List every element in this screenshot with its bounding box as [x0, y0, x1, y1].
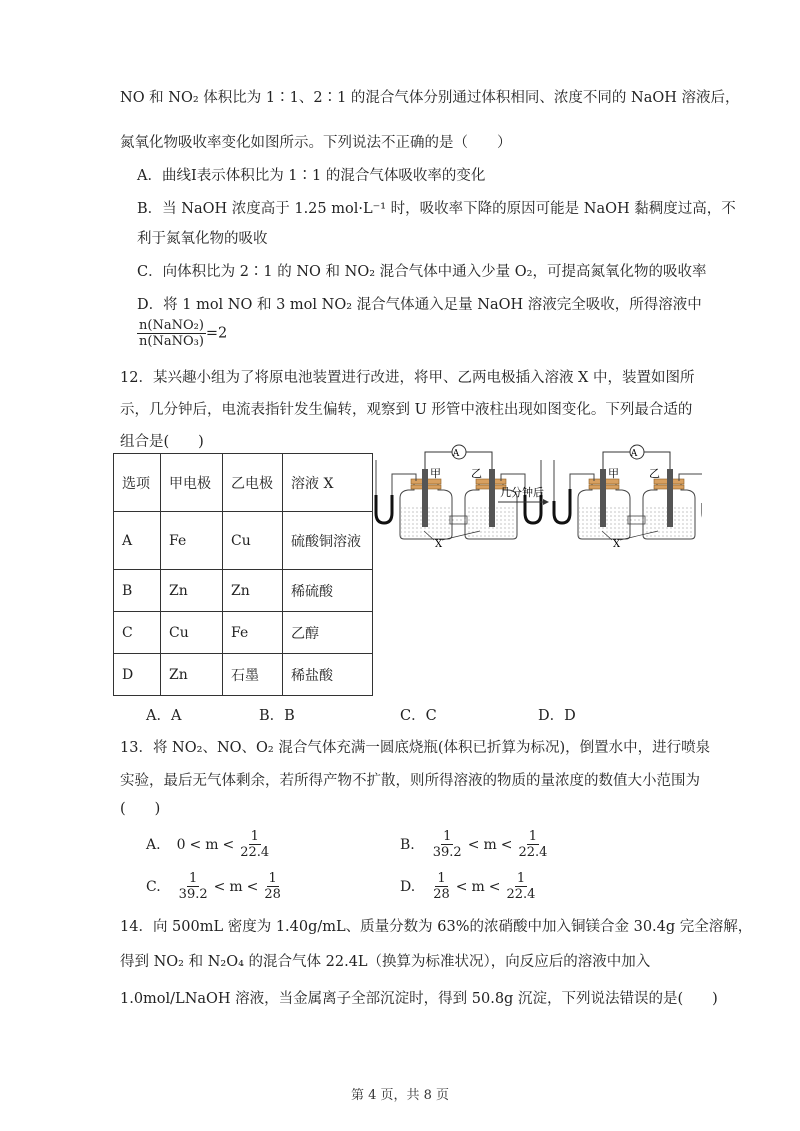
table-header-cell: 甲电极 — [161, 454, 223, 512]
electrode-right-label: 乙 — [471, 467, 482, 480]
q13-stem-line1: 13．将 NO₂、NO、O₂ 混合气体充满一圆底烧瓶(体积已折算为标况)，倒置水中，进行喷泉 — [120, 740, 711, 756]
table-cell: Fe — [223, 612, 283, 654]
q14-stem-line1: 14．向 500mL 密度为 1.40g/mL、质量分数为 63%的浓硝酸中加入铜镁合金 30.4g 完全溶解， — [120, 919, 753, 935]
ammeter-label: A — [452, 449, 460, 459]
q13-stem-line2: 实验，最后无气体剩余，若所得产物不扩散，则所得溶液的物质的量浓度的数值大小范围为 — [120, 773, 700, 789]
q12-stem-line3: 组合是( ) — [120, 434, 204, 450]
q11-option-d-fraction — [137, 318, 227, 349]
frac-denominator: n(NaNO₃) — [139, 334, 204, 349]
arrow-label: 几分钟后 — [500, 486, 544, 499]
table-cell: 乙醇 — [283, 612, 373, 654]
q11-option-a: A．曲线Ⅰ表示体积比为 1∶1 的混合气体吸收率的变化 — [137, 168, 486, 184]
q13-option-d: D. $\frac{1}{28}$ < m < $\frac{1}{22.4}$ — [400, 871, 536, 902]
electrode-right-label-after: 乙 — [649, 467, 660, 480]
ammeter-label-after: A — [630, 449, 638, 459]
table-cell: D — [114, 654, 161, 696]
table-row — [114, 570, 373, 612]
q11-option-d-line1: D．将 1 mol NO 和 3 mol NO₂ 混合气体通入足量 NaOH 溶液完全吸收，所得溶液中 — [137, 297, 702, 313]
table-header-cell: 溶液 X — [283, 454, 373, 512]
arrow-head-icon — [543, 499, 549, 505]
table-cell: C — [114, 612, 161, 654]
q11-option-c: C．向体积比为 2∶1 的 NO 和 NO₂ 混合气体中通入少量 O₂，可提高氮氧化物的吸收率 — [137, 264, 707, 280]
table-row — [114, 654, 373, 696]
table-cell: 稀盐酸 — [283, 654, 373, 696]
table-cell: Zn — [223, 570, 283, 612]
q13-option-a: A. 0 < m < $\frac{1}{22.4}$ — [146, 829, 270, 860]
solution-x-label: X — [435, 539, 443, 548]
q12-stem-line1: 12．某兴趣小组为了将原电池装置进行改进，将甲、乙两电极插入溶液 X 中，装置如图所 — [120, 370, 695, 386]
electrode-left-label-after: 甲 — [608, 467, 619, 480]
table-header-row — [114, 454, 373, 512]
solution-x-label-after: X — [613, 539, 621, 548]
table-row — [114, 612, 373, 654]
table-cell: Fe — [161, 512, 223, 570]
table-row — [114, 512, 373, 570]
table-cell: Cu — [161, 612, 223, 654]
table-cell: 石墨 — [223, 654, 283, 696]
page-footer: 第 4 页，共 8 页 — [350, 1088, 450, 1103]
q11-stem-line2: 氮氧化物吸收率变化如图所示。下列说法不正确的是（ ） — [120, 135, 512, 151]
q13-stem-line3: ( ) — [120, 801, 161, 817]
q12-stem-line2: 示，几分钟后，电流表指针发生偏转，观察到 U 形管中液柱出现如图变化。下列最合适的 — [120, 402, 693, 418]
q11-option-b-line2: 利于氮氧化物的吸收 — [137, 231, 268, 247]
galvanic-cell-diagram — [372, 443, 702, 548]
q13-option-b: B. $\frac{1}{39.2}$ < m < $\frac{1}{22.4}$ — [400, 829, 548, 860]
q12-choice-c: C．C — [400, 708, 437, 724]
table-header-cell: 乙电极 — [223, 454, 283, 512]
table-header-cell: 选项 — [114, 454, 161, 512]
electrode-left-label: 甲 — [430, 467, 441, 480]
cell-after — [554, 445, 702, 540]
q12-choice-b: B．B — [259, 708, 295, 724]
table-cell: 硫酸铜溶液 — [283, 512, 373, 570]
q14-stem-line2: 得到 NO₂ 和 N₂O₄ 的混合气体 22.4L（换算为标准状况），向反应后的溶液中加入 — [120, 954, 651, 970]
q13-option-c: C. $\frac{1}{39.2}$ < m < $\frac{1}{28}$ — [146, 871, 281, 902]
table-cell: B — [114, 570, 161, 612]
table-cell: 稀硫酸 — [283, 570, 373, 612]
frac-rhs: =2 — [205, 325, 228, 342]
table-cell: Zn — [161, 570, 223, 612]
frac-numerator: n(NaNO₂) — [139, 318, 204, 333]
q12-choice-a: A．A — [146, 708, 182, 724]
q12-options-table — [113, 453, 373, 696]
q14-stem-line3: 1.0mol/LNaOH 溶液，当金属离子全部沉淀时，得到 50.8g 沉淀，下列说法错误的是( ) — [120, 991, 718, 1007]
table-cell: Cu — [223, 512, 283, 570]
q11-option-b-line1: B．当 NaOH 浓度高于 1.25 mol·L⁻¹ 时，吸收率下降的原因可能是 NaOH 黏稠度过高，不 — [137, 201, 736, 217]
q12-choice-d: D．D — [538, 708, 576, 724]
q11-stem-line1: NO 和 NO₂ 体积比为 1∶1、2∶1 的混合气体分别通过体积相同、浓度不同的 NaOH 溶液后， — [120, 90, 740, 106]
table-cell: Zn — [161, 654, 223, 696]
table-cell: A — [114, 512, 161, 570]
